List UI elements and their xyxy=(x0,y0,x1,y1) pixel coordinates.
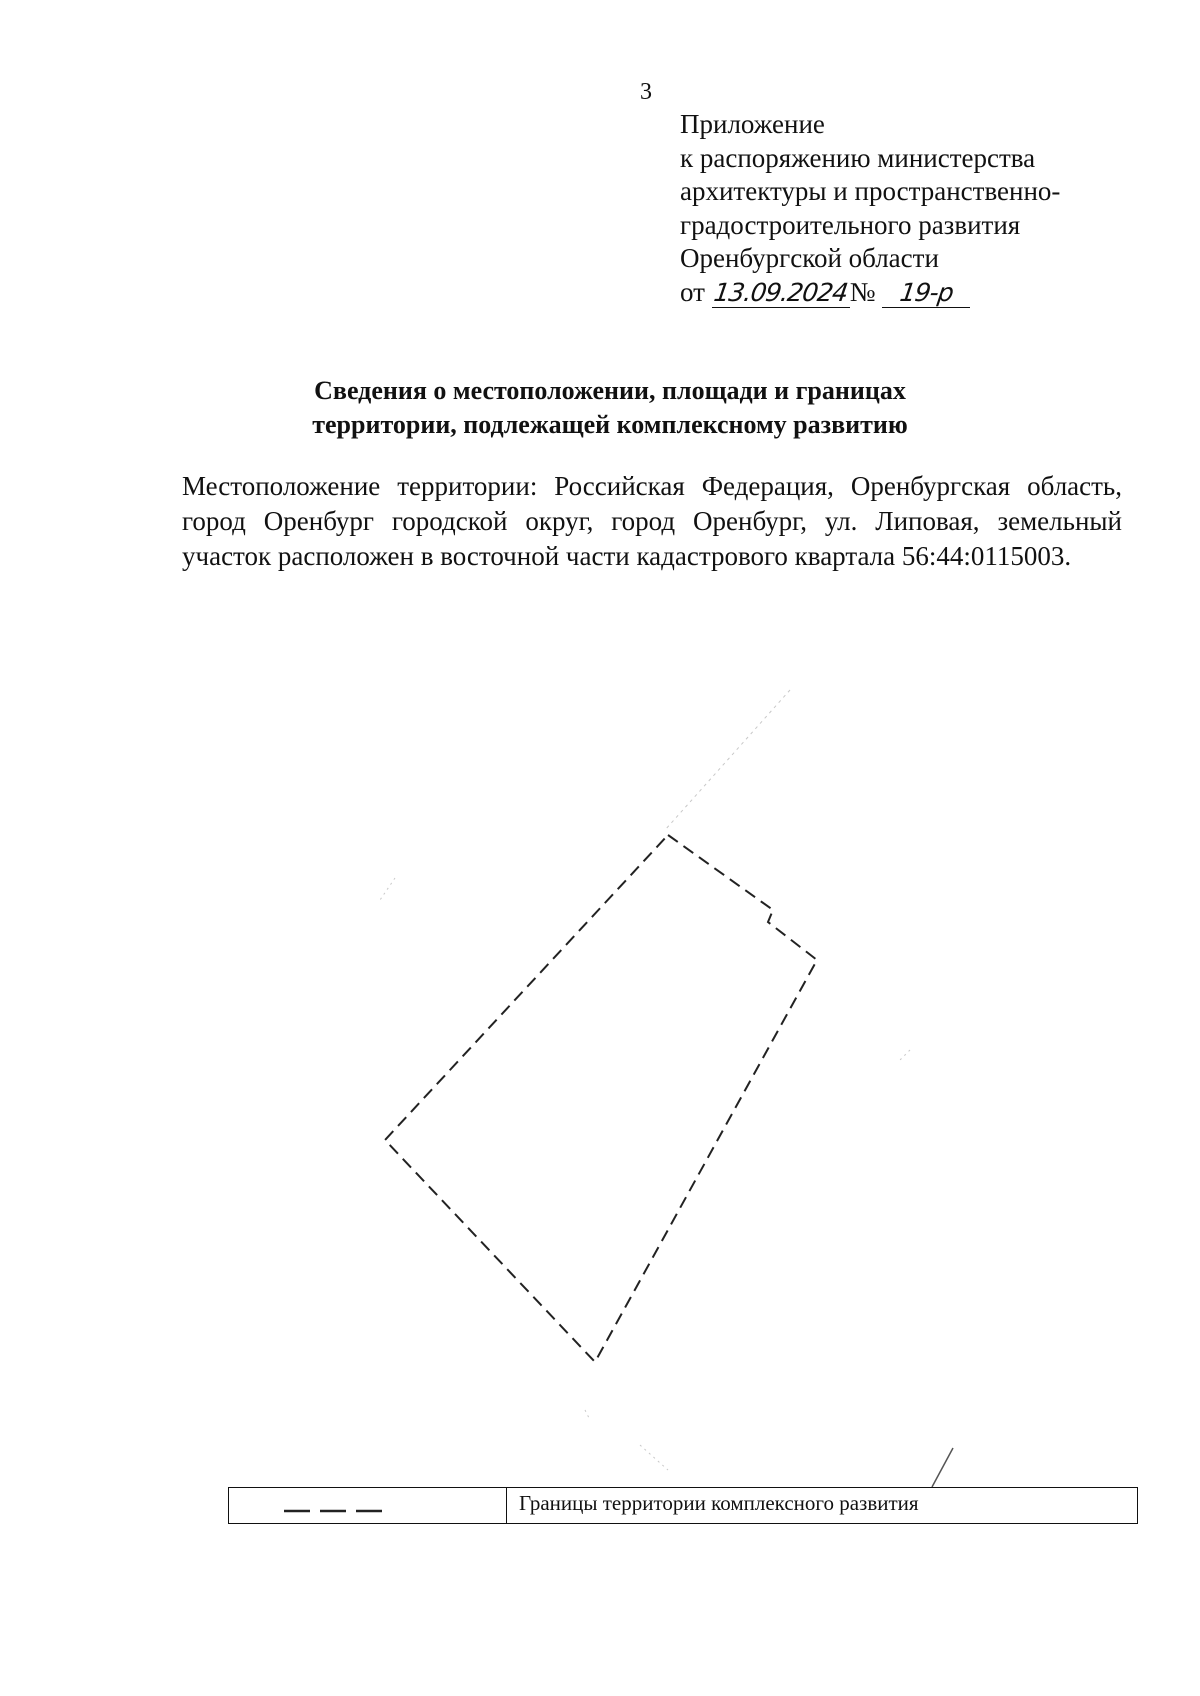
number-field xyxy=(882,278,970,308)
title-line-2: территории, подлежащей комплексному развитию xyxy=(312,410,908,439)
legend-label: Границы территории комплексного развития xyxy=(519,1491,919,1515)
date-field xyxy=(712,278,850,308)
document-title xyxy=(180,374,1040,442)
number-prefix: № xyxy=(849,276,876,307)
faint-background-lines xyxy=(380,690,910,1470)
territory-boundary xyxy=(385,835,817,1362)
date-prefix: от xyxy=(680,276,705,307)
handwritten-date: 13.09.2024 xyxy=(712,277,850,307)
handwritten-number: 19-р xyxy=(897,277,955,307)
map-edge-line xyxy=(932,1448,953,1487)
appendix-line-1: Приложение xyxy=(680,109,825,139)
appendix-line-2: к распоряжению министерства xyxy=(680,142,1036,173)
legend-table xyxy=(228,1487,1138,1524)
title-line-1: Сведения о местоположении, площади и границах xyxy=(314,376,906,405)
dashed-line-icon xyxy=(284,1509,384,1513)
appendix-date-line xyxy=(680,276,1160,310)
appendix-line-3: архитектуры и пространственно- xyxy=(680,176,1061,206)
appendix-line-4: градостроительного развития xyxy=(680,209,1021,240)
appendix-line-5: Оренбургской области xyxy=(680,243,939,273)
appendix-header xyxy=(680,108,1160,309)
location-paragraph: Местоположение территории: Российская Федерация, Оренбургская область, город Оренбург городской округ, город Оренбург, ул. Липовая, земельный участок расположен в восточной части кадастрового квартала 56:44:0115003. xyxy=(182,471,1122,571)
page-number: 3 xyxy=(640,79,652,105)
legend-symbol-cell xyxy=(229,1488,507,1523)
